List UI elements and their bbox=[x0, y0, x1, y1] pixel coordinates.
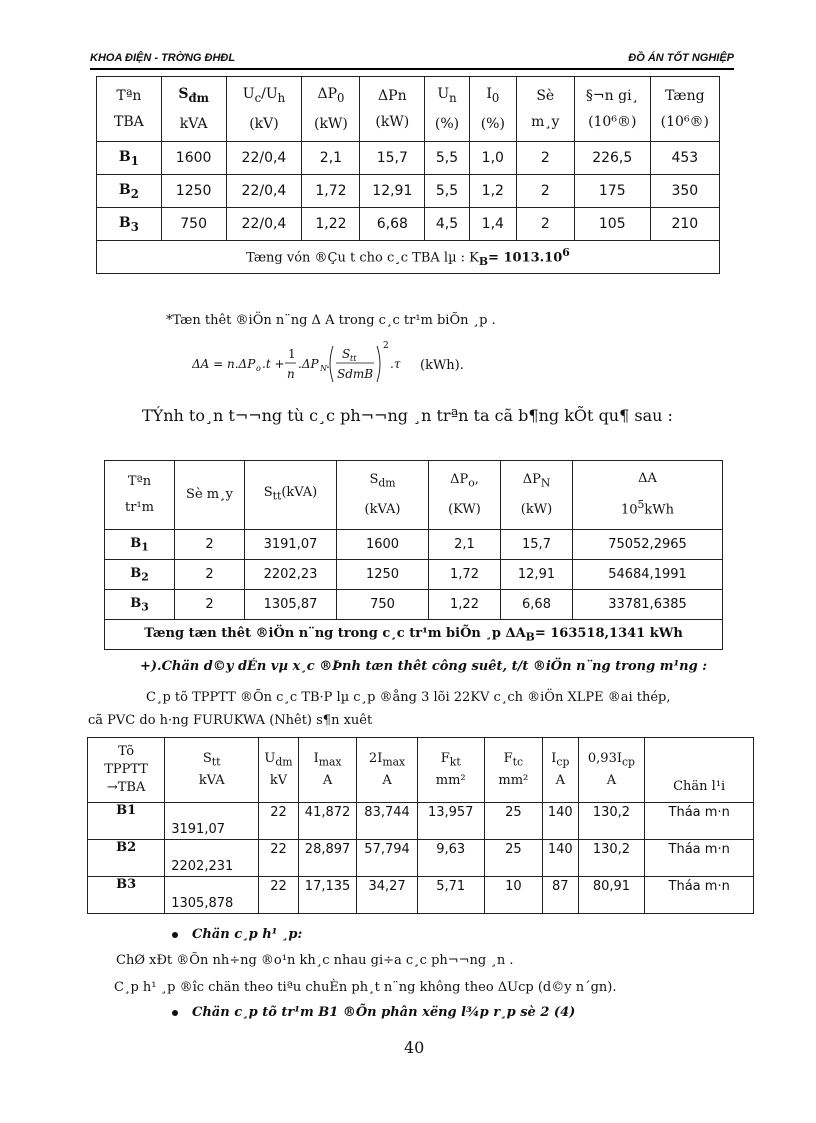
cell: 2,1 bbox=[429, 530, 501, 560]
cell: 13,957 bbox=[417, 803, 484, 840]
th-icp: $I_{cp}$ A bbox=[543, 738, 578, 803]
cell: 750 bbox=[337, 590, 429, 620]
svg-text:S: S bbox=[342, 347, 351, 361]
formula-unit: (kWh). bbox=[420, 358, 464, 373]
svg-text:ΔA = n.ΔP: ΔA = n.ΔP bbox=[192, 357, 256, 371]
svg-text:2: 2 bbox=[383, 341, 389, 351]
summary-cell: Tæng vón ®Çu t cho c¸c TBA lµ : $K_B= 1013.10^6$ bbox=[97, 241, 720, 274]
cell: 17,135 bbox=[298, 877, 356, 914]
cell: 34,27 bbox=[357, 877, 418, 914]
th-tong: Tæng (10⁶®) bbox=[650, 77, 719, 142]
cell: 453 bbox=[650, 142, 719, 175]
cell: 1,4 bbox=[469, 208, 516, 241]
summary-row bbox=[105, 620, 723, 650]
th-udm: $U_{dm}$ kV bbox=[259, 738, 299, 803]
cell: 2 bbox=[516, 142, 574, 175]
th-fkt: $F_{kt}$ mm² bbox=[417, 738, 484, 803]
row-label: $B_3$ bbox=[105, 590, 175, 620]
svg-text:.: . bbox=[326, 357, 330, 371]
para-a: ChØ xÐt ®Õn nh÷ng ®o¹n kh¸c nhau gi÷a c¸c ph¬¬ng ¸n . bbox=[116, 953, 514, 968]
svg-text:o: o bbox=[256, 364, 261, 373]
th-2imax: $2I_{max}$ A bbox=[357, 738, 418, 803]
cell: 12,91 bbox=[501, 560, 573, 590]
cell: 1600 bbox=[161, 142, 226, 175]
cell: 25 bbox=[484, 803, 542, 840]
table-row bbox=[97, 142, 720, 175]
cell: 130,2 bbox=[578, 803, 645, 840]
header-right: ĐỒ ÁN TỐT NGHIỆP bbox=[628, 52, 734, 64]
table-header-row bbox=[97, 77, 720, 142]
bullet-item-2: Chän c¸p tõ tr¹m B1 ®Õn phân xëng l¾p r¸p sè 2 (4) bbox=[172, 1005, 575, 1020]
cell: 1,22 bbox=[429, 590, 501, 620]
table-row bbox=[105, 560, 723, 590]
table-header-row bbox=[105, 461, 723, 530]
table-row bbox=[88, 840, 754, 877]
summary-cell: Tæng tæn thêt ®iÖn n¨ng trong c¸c tr¹m biÕn ¸p $\Delta A_B= 163518,1341$ kWh bbox=[105, 620, 723, 650]
th-dpn: $\Delta P_N$ (kW) bbox=[501, 461, 573, 530]
cell: 2,1 bbox=[302, 142, 360, 175]
cell: Tháa m·n bbox=[645, 803, 754, 840]
th-stt: $S_{tt}(kVA)$ bbox=[245, 461, 337, 530]
th-dpn: ΔPn (kW) bbox=[360, 77, 425, 142]
cell: 105 bbox=[574, 208, 650, 241]
calc-line: TÝnh to¸n t¬¬ng tù c¸c ph¬¬ng ¸n trªn ta cã b¶ng kÕt qu¶ sau : bbox=[142, 406, 673, 425]
th-sdm: $S_{đm}$ kVA bbox=[161, 77, 226, 142]
page-number: 40 bbox=[404, 1038, 425, 1057]
cell: 2 bbox=[516, 208, 574, 241]
para-b: C¸p h¹ ¸p ®îc chän theo tiªu chuÈn ph¸t n¨ng không theo ΔUcp (d©y n´gn). bbox=[114, 980, 617, 995]
cell: 15,7 bbox=[360, 142, 425, 175]
cell: 130,2 bbox=[578, 840, 645, 877]
cell: 22 bbox=[259, 840, 299, 877]
table-row bbox=[88, 877, 754, 914]
cell: 33781,6385 bbox=[573, 590, 723, 620]
cell: 2 bbox=[175, 530, 245, 560]
cell: 22/0,4 bbox=[226, 142, 302, 175]
th-un: $U_n$ (%) bbox=[425, 77, 470, 142]
cell: 1250 bbox=[161, 175, 226, 208]
cell: 22/0,4 bbox=[226, 175, 302, 208]
cell: 1,72 bbox=[302, 175, 360, 208]
row-label: $B_2$ bbox=[105, 560, 175, 590]
row-label: B3 bbox=[88, 877, 165, 914]
th-093icp: $0,93I_{cp}$ A bbox=[578, 738, 645, 803]
th-imax: $I_{max}$ A bbox=[298, 738, 356, 803]
table-row bbox=[97, 208, 720, 241]
cell: 1,72 bbox=[429, 560, 501, 590]
bullet-icon bbox=[172, 932, 178, 938]
cell: 22/0,4 bbox=[226, 208, 302, 241]
cell: 750 bbox=[161, 208, 226, 241]
cell: Tháa m·n bbox=[645, 840, 754, 877]
cell: 2202,23 bbox=[245, 560, 337, 590]
cable-heading: +).Chän d©y dÉn vµ x¸c ®Þnh tæn thêt công suêt, t/t ®iÖn n¨ng trong m¹ng : bbox=[140, 659, 708, 674]
th-da: ΔA $10^5kWh$ bbox=[573, 461, 723, 530]
cell: 3191,07 bbox=[165, 803, 259, 840]
cell: 140 bbox=[543, 840, 578, 877]
svg-text:n: n bbox=[287, 367, 295, 381]
cell: 15,7 bbox=[501, 530, 573, 560]
header-left: KHOA ĐIỆN - TRỜNG ĐHĐL bbox=[90, 52, 236, 64]
th-ten-tba: Tªn TBA bbox=[97, 77, 162, 142]
th-dp0: $\Delta P_0$ (kW) bbox=[302, 77, 360, 142]
row-label: $B_1$ bbox=[97, 142, 162, 175]
cell: 1305,878 bbox=[165, 877, 259, 914]
th-uc-uh: $U_c/U_h$ (kV) bbox=[226, 77, 302, 142]
cable-para-2: cã PVC do h·ng FURUKWA (Nhêt) s¶n xuêt bbox=[88, 713, 373, 728]
cell: 5,5 bbox=[425, 142, 470, 175]
cell: 5,5 bbox=[425, 175, 470, 208]
row-label: $B_3$ bbox=[97, 208, 162, 241]
svg-text:.τ: .τ bbox=[390, 357, 401, 371]
cell: 41,872 bbox=[298, 803, 356, 840]
table-row bbox=[97, 175, 720, 208]
cell: 1,0 bbox=[469, 142, 516, 175]
th-stt: $S_{tt}$ kVA bbox=[165, 738, 259, 803]
cell: 28,897 bbox=[298, 840, 356, 877]
table-row bbox=[105, 530, 723, 560]
row-label: B2 bbox=[88, 840, 165, 877]
cell: 6,68 bbox=[501, 590, 573, 620]
loss-heading: *Tæn thêt ®iÖn n¨ng Δ A trong c¸c tr¹m biÕn ¸p . bbox=[166, 313, 496, 328]
cell: 80,91 bbox=[578, 877, 645, 914]
th-don-gia: §¬n gi¸ (10⁶®) bbox=[574, 77, 650, 142]
table-row bbox=[88, 803, 754, 840]
th-chon-loai: Chän l¹i bbox=[645, 738, 754, 803]
bullet-icon bbox=[172, 1010, 178, 1016]
cell: 83,744 bbox=[357, 803, 418, 840]
svg-text:SdmB: SdmB bbox=[337, 367, 374, 381]
cell: 1,2 bbox=[469, 175, 516, 208]
cell: 2 bbox=[175, 590, 245, 620]
th-from-to: Tõ TPPTT →TBA bbox=[88, 738, 165, 803]
th-ftc: $F_{tc}$ mm² bbox=[484, 738, 542, 803]
cell: 25 bbox=[484, 840, 542, 877]
cell: 2202,231 bbox=[165, 840, 259, 877]
cell: Tháa m·n bbox=[645, 877, 754, 914]
bullet-item-1: Chän c¸p h¹ ¸p: bbox=[172, 927, 302, 942]
svg-text:1: 1 bbox=[288, 347, 296, 361]
svg-text:tt: tt bbox=[350, 354, 357, 363]
cell: 6,68 bbox=[360, 208, 425, 241]
cell: 4,5 bbox=[425, 208, 470, 241]
loss-table bbox=[104, 460, 723, 650]
cell: 210 bbox=[650, 208, 719, 241]
svg-text:N: N bbox=[320, 364, 327, 373]
cell: 2 bbox=[516, 175, 574, 208]
cell: 350 bbox=[650, 175, 719, 208]
cell: 12,91 bbox=[360, 175, 425, 208]
svg-text:.ΔP: .ΔP bbox=[298, 357, 319, 371]
cable-table bbox=[87, 737, 754, 914]
th-so-may: Sè m¸y bbox=[516, 77, 574, 142]
cell: 1,22 bbox=[302, 208, 360, 241]
th-i0: $I_0$ (%) bbox=[469, 77, 516, 142]
summary-row bbox=[97, 241, 720, 274]
cell: 140 bbox=[543, 803, 578, 840]
cell: 1250 bbox=[337, 560, 429, 590]
th-dpo: $\Delta P_o$, (KW) bbox=[429, 461, 501, 530]
transformer-table bbox=[96, 76, 720, 274]
cell: 226,5 bbox=[574, 142, 650, 175]
row-label: B1 bbox=[88, 803, 165, 840]
cell: 87 bbox=[543, 877, 578, 914]
cell: 2 bbox=[175, 560, 245, 590]
cell: 1305,87 bbox=[245, 590, 337, 620]
row-label: $B_1$ bbox=[105, 530, 175, 560]
cell: 22 bbox=[259, 877, 299, 914]
th-so-may: Sè m¸y bbox=[175, 461, 245, 530]
cell: 54684,1991 bbox=[573, 560, 723, 590]
cell: 57,794 bbox=[357, 840, 418, 877]
row-label: $B_2$ bbox=[97, 175, 162, 208]
cell: 10 bbox=[484, 877, 542, 914]
table-row bbox=[105, 590, 723, 620]
header-rule bbox=[90, 68, 734, 70]
page-header bbox=[90, 52, 734, 68]
th-sdm: $S_{dm}$ (kVA) bbox=[337, 461, 429, 530]
svg-text:.t +: .t + bbox=[262, 357, 285, 371]
table-header-row bbox=[88, 738, 754, 803]
cell: 22 bbox=[259, 803, 299, 840]
cell: 1600 bbox=[337, 530, 429, 560]
th-ten-tram: Tªn tr¹m bbox=[105, 461, 175, 530]
cable-para-1: C¸p tõ TPPTT ®Õn c¸c TB·P lµ c¸p ®ång 3 lõi 22KV c¸ch ®iÖn XLPE ®ai thép, bbox=[146, 690, 671, 705]
cell: 175 bbox=[574, 175, 650, 208]
cell: 9,63 bbox=[417, 840, 484, 877]
cell: 3191,07 bbox=[245, 530, 337, 560]
cell: 5,71 bbox=[417, 877, 484, 914]
cell: 75052,2965 bbox=[573, 530, 723, 560]
